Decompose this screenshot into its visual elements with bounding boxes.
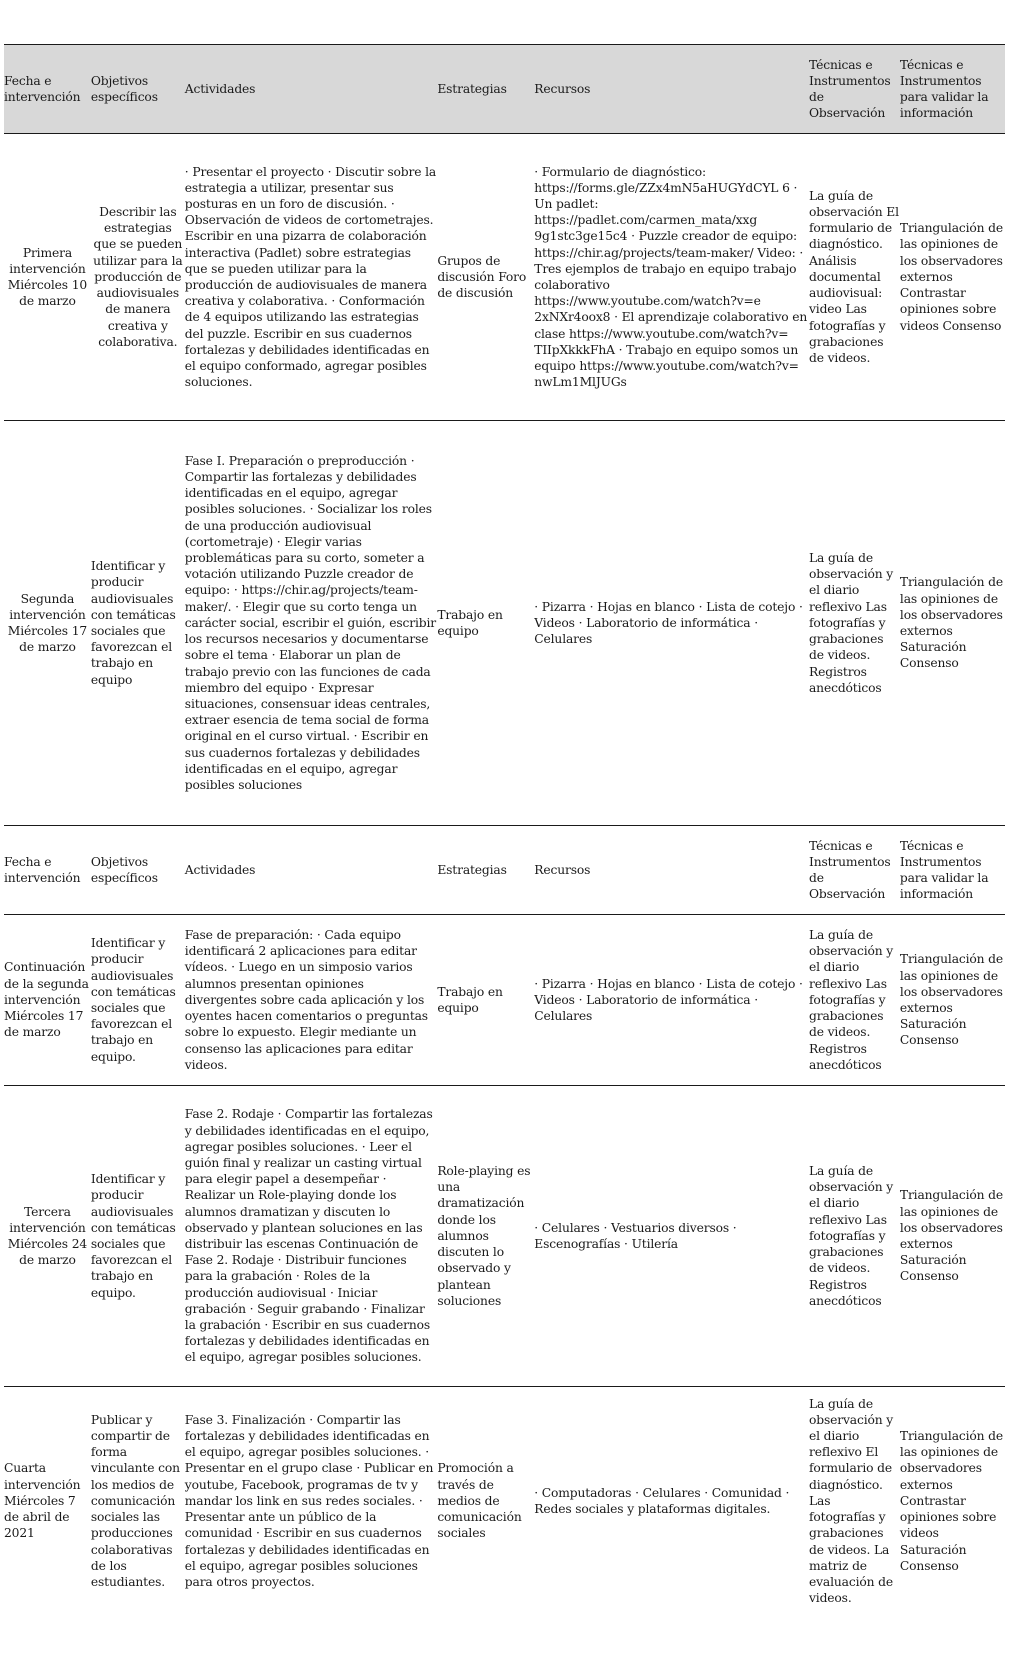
header-objetivos: Objetivos específicos [91, 45, 185, 134]
cell-objetivos: Identificar y producir audiovisuales con temáticas sociales que favorezcan el trabajo en equipo. [90, 936, 176, 1064]
cell-tecnicas-validar: Triangulación de las opiniones de observadores externos Contrastar opiniones sobre videos Saturación Consenso [899, 1429, 1004, 1573]
cell-tecnicas-observacion: La guía de observación y el diario reflexivo Las fotografías y grabaciones de videos. Registros anecdóticos [809, 928, 894, 1072]
cell-recursos: · Computadoras · Celulares · Comunidad · Redes sociales y plataformas digitales. [534, 1485, 790, 1516]
cell-actividades: Fase 2. Rodaje · Compartir las fortalezas y debilidades identificadas en el equipo, agregar posibles soluciones. · Leer el guión final y realizar un casting virtual para elegir papel a desempeñar · Realizar un Role-playing donde los alumnos dramatizan y discuten lo observado y plantean soluciones en las distribuir las escenas Continuación de Fase 2. Rodaje · Distribuir funciones para la grabación · Roles de la producción audiovisual · Iniciar grabación · Seguir grabando · Finalizar la grabación · Escribir en sus cuadernos fortalezas y debilidades identificadas en el equipo, agregar posibles soluciones. [184, 1107, 433, 1365]
header-recursos: Recursos [534, 45, 809, 134]
table-row [4, 1387, 1005, 1616]
cell-tecnicas-observacion: La guía de observación y el diario reflexivo Las fotografías y grabaciones de videos. Registros anecdóticos [809, 1164, 894, 1308]
cell-tecnicas-validar: Triangulación de las opiniones de los observadores externos Saturación Consenso [899, 575, 1004, 671]
cell-actividades: · Presentar el proyecto · Discutir sobre la estrategia a utilizar, presentar sus posturas en un foro de discusión. · Observación de videos de cortometrajes. Escribir en una pizarra de colaboración interactiva (Padlet) sobre estrategias que se pueden utilizar para la producción de audiovisuales de manera creativa y colaborativa. · Conformación de 4 equipos utilizando las estrategias del puzzle. Escribir en sus cuadernos fortalezas y debilidades identificadas en el equipo conformado, agregar posibles soluciones. [184, 164, 437, 390]
cell-objetivos: Identificar y producir audiovisuales con temáticas sociales que favorezcan el trabajo en equipo. [90, 1172, 176, 1300]
header-fecha: Fecha e intervención [4, 45, 91, 134]
cell-estrategias: Role-playing es una dramatización donde los alumnos discuten lo observado y plantean soluciones [437, 1164, 531, 1308]
cell-fecha: Segunda intervención Miércoles 17 de marzo [7, 591, 88, 655]
intervention-plan-table [4, 44, 1005, 1615]
header-fecha: Fecha e intervención [4, 826, 91, 915]
cell-estrategias: Grupos de discusión Foro de discusión [437, 253, 527, 301]
cell-fecha: Primera intervención Miércoles 10 de marzo [7, 245, 88, 309]
cell-fecha: Cuarta intervención Miércoles 7 de abril de 2021 [4, 1461, 81, 1541]
cell-fecha: Continuación de la segunda intervención Miércoles 17 de marzo [4, 960, 89, 1040]
cell-tecnicas-validar: Triangulación de las opiniones de los observadores externos Saturación Consenso [899, 952, 1004, 1048]
table-row [4, 1086, 1005, 1387]
header-tecnicas-observacion: Técnicas e Instrumentos de Observación [809, 45, 900, 134]
cell-actividades: Fase 3. Finalización · Compartir las fortalezas y debilidades identificadas en el equipo, agregar posibles soluciones. · Presentar en el grupo clase · Publicar en youtube, Facebook, programas de tv y mandar los link en sus redes sociales. · Presentar ante un público de la comunidad · Escribir en sus cuadernos fortalezas y debilidades identificadas en el equipo, agregar posibles soluciones para otros proyectos. [184, 1412, 434, 1589]
header-actividades: Actividades [185, 45, 438, 134]
header-actividades: Actividades [185, 826, 438, 915]
table-row [4, 421, 1005, 826]
cell-tecnicas-observacion: La guía de observación y el diario reflexivo Las fotografías y grabaciones de videos. Registros anecdóticos [809, 551, 894, 695]
header-objetivos: Objetivos específicos [91, 826, 185, 915]
table-row [4, 915, 1005, 1086]
cell-tecnicas-validar: Triangulación de las opiniones de los observadores externos Contrastar opiniones sobre videos Consenso [899, 221, 1004, 333]
cell-tecnicas-observacion: La guía de observación El formulario de diagnóstico. Análisis documental audiovisual: video Las fotografías y grabaciones de videos. [809, 188, 899, 365]
table-header-row [4, 45, 1005, 134]
header-tecnicas-observacion: Técnicas e Instrumentos de Observación [809, 826, 900, 915]
header-tecnicas-validar: Técnicas e Instrumentos para validar la información [900, 826, 1005, 915]
cell-recursos: · Pizarra · Hojas en blanco · Lista de cotejo · Videos · Laboratorio de informática · Celulares [534, 976, 803, 1024]
table-header-row-repeated [4, 826, 1005, 915]
cell-objetivos: Identificar y producir audiovisuales con temáticas sociales que favorezcan el trabajo en equipo [90, 559, 176, 687]
header-estrategias: Estrategias [437, 45, 534, 134]
table-row [4, 134, 1005, 421]
cell-tecnicas-observacion: La guía de observación y el diario reflexivo El formulario de diagnóstico. Las fotografías y grabaciones de videos. La matriz de evaluación de videos. [809, 1396, 894, 1606]
cell-estrategias: Promoción a través de medios de comunicación sociales [437, 1461, 522, 1541]
header-recursos: Recursos [534, 826, 809, 915]
cell-tecnicas-validar: Triangulación de las opiniones de los observadores externos Saturación Consenso [899, 1188, 1004, 1284]
header-estrategias: Estrategias [437, 826, 534, 915]
cell-objetivos: Publicar y compartir de forma vinculante con los medios de comunicación sociales las producciones colaborativas de los estudiantes. [90, 1412, 180, 1589]
cell-objetivos: Describir las estrategias que se pueden utilizar para la producción de audiovisuales de manera creativa y colaborativa. [93, 205, 183, 349]
cell-actividades: Fase I. Preparación o preproducción · Compartir las fortalezas y debilidades identificadas en el equipo, agregar posibles soluciones. · Socializar los roles de una producción audiovisual (cortometraje) · Elegir varias problemáticas para su corto, someter a votación utilizando Puzzle creador de equipo: · https://chir.ag/projects/team-maker/. · Elegir que su corto tenga un carácter social, escribir el guión, escribir los recursos necesarios y documentarse sobre el tema · Elaborar un plan de trabajo previo con las funciones de cada miembro del equipo · Expresar situaciones, consensuar ideas centrales, extraer esencia de tema social de forma original en el curso virtual. · Escribir en sus cuadernos fortalezas y debilidades identificadas en el equipo, agregar posibles soluciones [184, 453, 436, 792]
cell-estrategias: Trabajo en equipo [437, 607, 503, 638]
header-tecnicas-validar: Técnicas e Instrumentos para validar la información [900, 45, 1005, 134]
cell-recursos: · Celulares · Vestuarios diversos · Escenografías · Utilería [534, 1220, 737, 1251]
cell-actividades: Fase de preparación: · Cada equipo identificará 2 aplicaciones para editar vídeos. · Luego en un simposio varios alumnos presentan opiniones divergentes sobre cada aplicación y los oyentes hacen comentarios o preguntas sobre lo expuesto. Elegir mediante un consenso las aplicaciones para editar videos. [184, 928, 428, 1072]
cell-estrategias: Trabajo en equipo [437, 984, 503, 1015]
cell-recursos: · Pizarra · Hojas en blanco · Lista de cotejo · Videos · Laboratorio de informática · Celulares [534, 599, 803, 647]
cell-recursos: · Formulario de diagnóstico: https://forms.gle/ZZx4mN5aHUGYdCYL 6 · Un padlet: https://padlet.com/carmen_mata/xxg 9g1stc3ge15c4 · Puzzle creador de equipo: https://chir.ag/projects/team-maker/ Video: · Tres ejemplos de trabajo en equipo trabajo colaborativo https://www.youtube.com/watch?v=e 2xNXr4oox8 · El aprendizaje colaborativo en clase https://www.youtube.com/watch?v= TIIpXkkkFhA · Trabajo en equipo somos un equipo https://www.youtube.com/watch?v= nwLm1MlJUGs [534, 164, 808, 390]
document-page [4, 44, 1005, 1615]
cell-fecha: Tercera intervención Miércoles 24 de marzo [7, 1204, 88, 1268]
